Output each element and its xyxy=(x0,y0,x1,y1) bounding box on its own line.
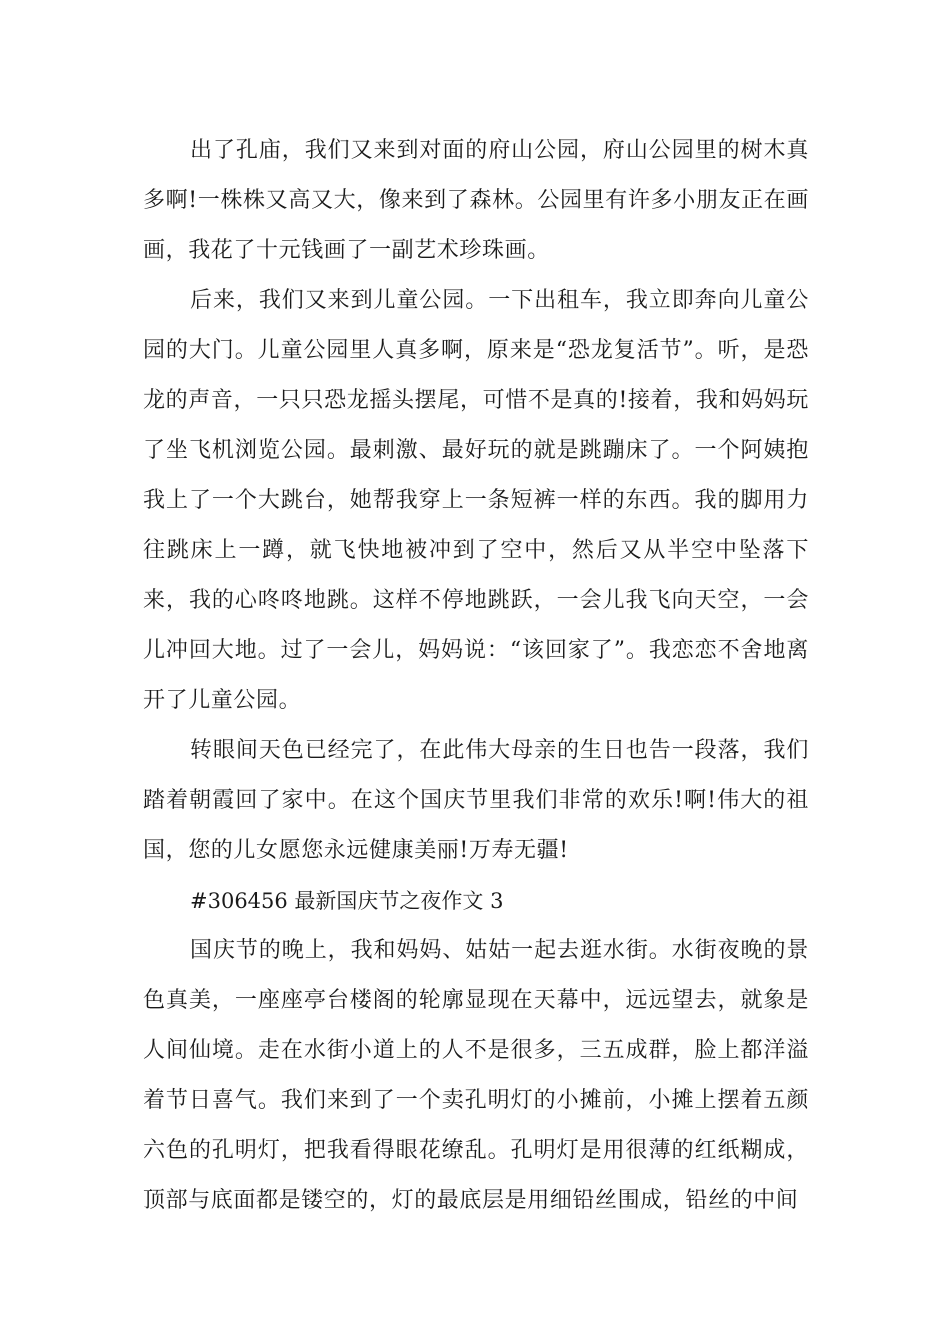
paragraph-returning-home: 转眼间天色已经完了，在此伟大母亲的生日也告一段落，我们踏着朝霞回了家中。在这个国庆节里我们非常的欢乐!啊!伟大的祖国，您的儿女愿您永远健康美丽!万寿无疆! xyxy=(143,738,809,863)
paragraph-water-street: 国庆节的晚上，我和妈妈、姑姑一起去逛水街。水街夜晚的景色真美，一座座亭台楼阁的轮廓显现在天幕中，远远望去，就象是人间仙境。走在水街小道上的人不是很多，三五成群，脸上都洋溢着节日喜气。我们来到了一个卖孔明灯的小摊前，小摊上摆着五颜六色的孔明灯，把我看得眼花缭乱。孔明灯是用很薄的红纸糊成，顶部与底面都是镂空的，灯的最底层是用细铅丝围成，铅丝的中间 xyxy=(143,938,809,1213)
paragraph-childrens-park: 后来，我们又来到儿童公园。一下出租车，我立即奔向儿童公园的大门。儿童公园里人真多啊，原来是“恐龙复活节”。听，是恐龙的声音，一只只恐龙摇头摆尾，可惜不是真的!接着，我和妈妈玩了坐飞机浏览公园。最刺激、最好玩的就是跳蹦床了。一个阿姨抱我上了一个大跳台，她帮我穿上一条短裤一样的东西。我的脚用力往跳床上一蹲，就飞快地被冲到了空中，然后又从半空中坠落下来，我的心咚咚地跳。这样不停地跳跃，一会儿我飞向天空，一会儿冲回大地。过了一会儿，妈妈说：“该回家了”。我恋恋不舍地离开了儿童公园。 xyxy=(143,288,809,713)
paragraph-fushan-park: 出了孔庙，我们又来到对面的府山公园，府山公园里的树木真多啊!一株株又高又大，像来到了森林。公园里有许多小朋友正在画画，我花了十元钱画了一副艺术珍珠画。 xyxy=(143,138,809,263)
essay-heading: #306456 最新国庆节之夜作文 3 xyxy=(190,889,504,913)
document-body xyxy=(143,126,809,1226)
